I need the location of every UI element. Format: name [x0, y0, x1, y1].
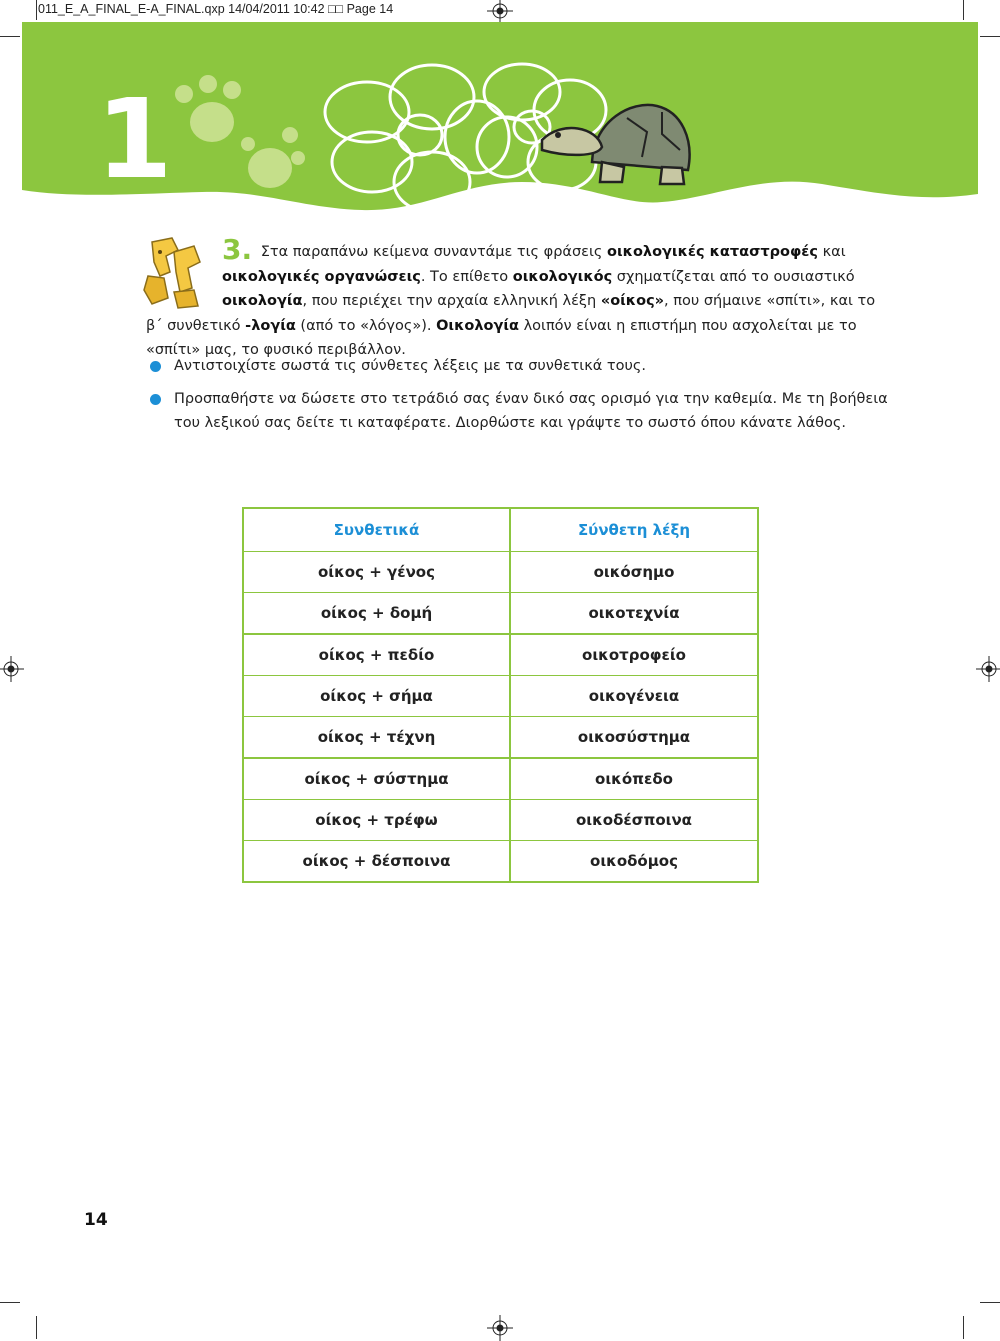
compound-word-cell: οικοδόμος — [510, 841, 758, 883]
list-item — [150, 387, 895, 436]
components-cell: οίκος + δομή — [243, 593, 510, 635]
table-row — [243, 758, 758, 800]
compound-word-cell: οικόπεδο — [510, 758, 758, 800]
components-cell: οίκος + πεδίο — [243, 634, 510, 676]
exercise-intro — [146, 233, 891, 363]
compound-word-cell: οικοσύστημα — [510, 717, 758, 759]
instruction-text: Προσπαθήστε να δώσετε στο τετράδιό σας έναν δικό σας ορισμό για την καθεμία. Με τη βοήθεια του λεξικού σας δείτε τι καταφέρατε. Διορθώστε και γράψτε το σωστό όπου κάνατε λάθος. — [174, 390, 888, 431]
instructions-list — [150, 354, 895, 444]
text-run: και — [817, 244, 846, 260]
key-term: -λογία — [245, 317, 296, 334]
exercise-text — [146, 244, 875, 358]
text-run: Στα παραπάνω κείμενα συναντάμε τις φράσεις — [260, 244, 608, 260]
column-header: Σύνθετη λέξη — [510, 508, 758, 552]
registration-mark-icon — [0, 656, 24, 682]
table-row — [243, 593, 758, 635]
compound-word-cell: οικόσημο — [510, 552, 758, 593]
components-cell: οίκος + σήμα — [243, 676, 510, 717]
crop-mark — [0, 36, 20, 37]
table-header-row — [243, 508, 758, 552]
crop-mark — [36, 0, 37, 20]
chapter-number: 1 — [96, 75, 173, 203]
chapter-header-banner — [22, 22, 978, 222]
table-row — [243, 676, 758, 717]
page-number: 14 — [84, 1210, 108, 1230]
bullet-icon — [150, 394, 161, 405]
key-term: οικολογία — [222, 293, 303, 309]
crop-mark — [980, 36, 1000, 37]
crop-mark — [36, 1316, 37, 1339]
puzzle-icon — [134, 232, 214, 312]
column-header: Συνθετικά — [243, 508, 510, 552]
registration-mark-icon — [487, 0, 513, 24]
table-row — [243, 634, 758, 676]
key-term: οικολογικές οργανώσεις — [222, 268, 421, 285]
compound-word-cell: οικοτεχνία — [510, 593, 758, 635]
text-run: σχηματίζεται από το ουσιαστικό — [612, 268, 855, 285]
components-cell: οίκος + δέσποινα — [243, 841, 510, 883]
key-term: οικολογικός — [512, 268, 613, 285]
exercise-number: 3. — [222, 233, 253, 266]
components-cell: οίκος + τρέφω — [243, 800, 510, 841]
key-term: «οίκος» — [600, 293, 665, 309]
crop-mark — [0, 1302, 20, 1303]
components-cell: οίκος + τέχνη — [243, 717, 510, 759]
compound-word-cell: οικοτροφείο — [510, 634, 758, 676]
instruction-text: Αντιστοιχίστε σωστά τις σύνθετες λέξεις με τα συνθετικά τους. — [174, 358, 647, 374]
components-cell: οίκος + γένος — [243, 552, 510, 593]
text-run: . Το επίθετο — [420, 268, 513, 285]
crop-mark — [963, 1316, 964, 1339]
text-run: , που σήμαινε «σπίτι», και το β΄ συνθετικό — [146, 293, 876, 334]
key-term: οικολογικές καταστροφές — [607, 244, 818, 260]
key-term: Οικολογία — [436, 317, 519, 334]
crop-mark — [963, 0, 964, 20]
matching-table — [242, 507, 759, 883]
text-run: λοιπόν είναι η επιστήμη που ασχολείται με το «σπίτι» μας, το φυσικό περιβάλλον. — [146, 317, 857, 358]
bullet-icon — [150, 361, 161, 372]
table-row — [243, 841, 758, 883]
registration-mark-icon — [976, 656, 1000, 682]
table-row — [243, 717, 758, 759]
registration-mark-icon — [487, 1315, 513, 1341]
text-run: , που περιέχει την αρχαία ελληνική λέξη — [302, 293, 601, 309]
text-run: (από το «λόγος»). — [295, 317, 437, 334]
list-item — [150, 354, 895, 379]
crop-mark — [980, 1302, 1000, 1303]
compound-word-cell: οικοδέσποινα — [510, 800, 758, 841]
table-row — [243, 552, 758, 593]
print-slug: 011_E_A_FINAL_E-A_FINAL.qxp 14/04/2011 10:42 □□ Page 14 — [38, 2, 394, 16]
table-row — [243, 800, 758, 841]
compound-word-cell: οικογένεια — [510, 676, 758, 717]
components-cell: οίκος + σύστημα — [243, 758, 510, 800]
